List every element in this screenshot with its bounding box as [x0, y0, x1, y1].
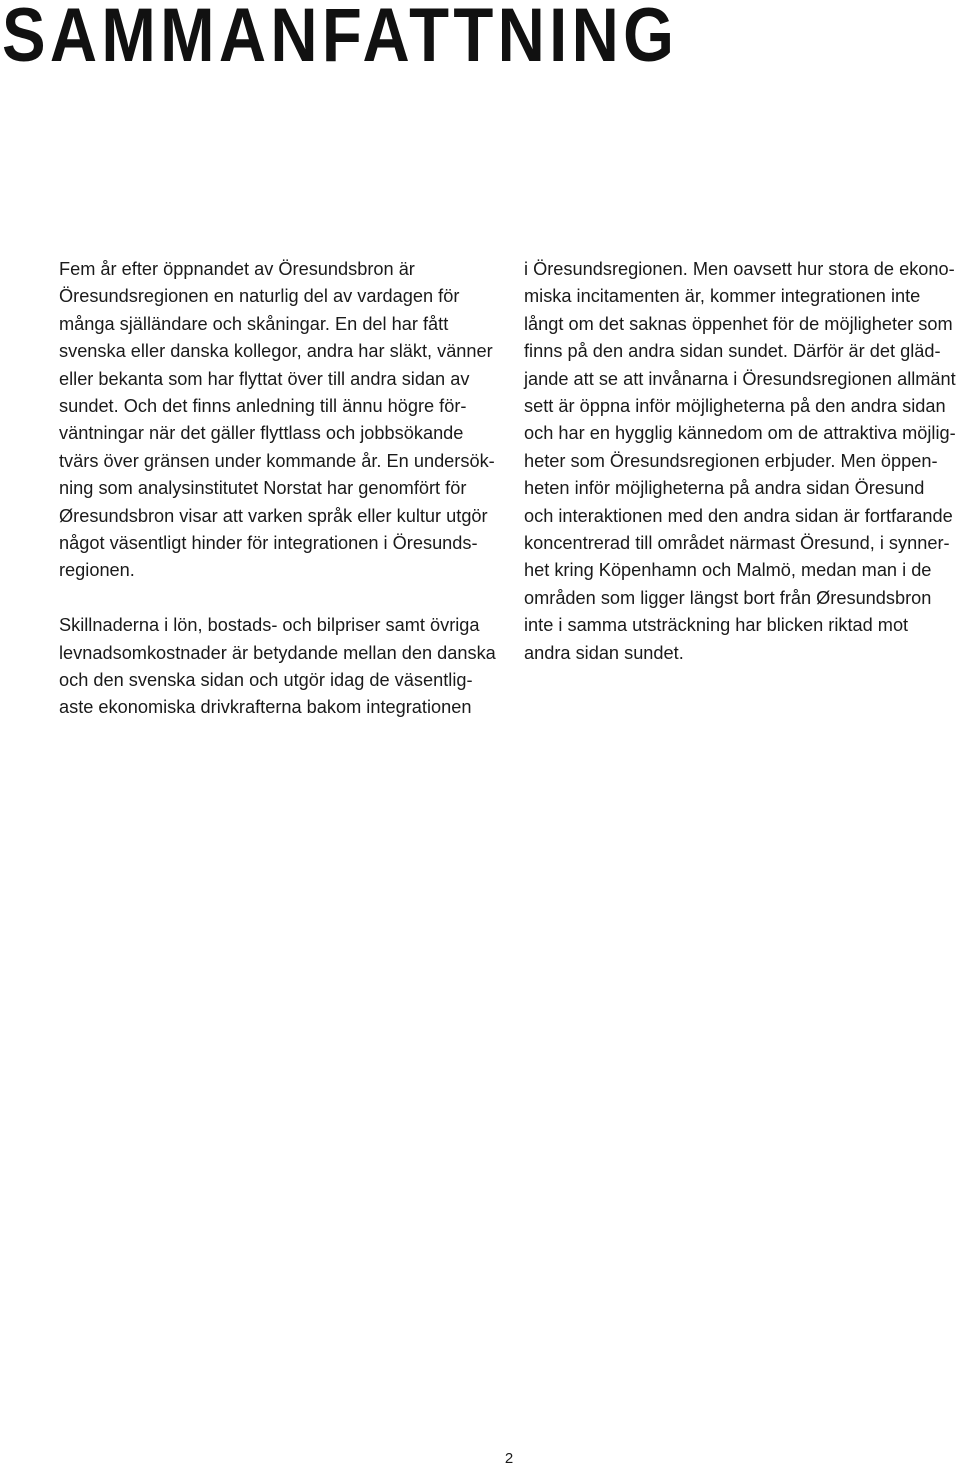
text-line: Øresundsbron visar att varken språk eller kultur utgör	[59, 505, 488, 526]
text-line: heter som Öresundsregionen erbjuder. Men öppen-	[524, 450, 938, 471]
text-column-right	[524, 256, 960, 667]
text-line: ning som analysinstitutet Norstat har genomfört för	[59, 478, 467, 499]
text-line: och den svenska sidan och utgör idag de väsentlig-	[59, 670, 473, 691]
text-line: tvärs över gränsen under kommande år. En undersök-	[59, 450, 495, 471]
paragraph	[59, 256, 499, 585]
paragraph	[59, 612, 499, 722]
text-line: koncentrerad till området närmast Öresund, i synner-	[524, 533, 950, 554]
text-line: finns på den andra sidan sundet. Därför är det gläd-	[524, 341, 941, 362]
text-line: i Öresundsregionen. Men oavsett hur stora de ekono-	[524, 259, 955, 279]
text-line: andra sidan sundet.	[524, 642, 684, 663]
text-line: svenska eller danska kollegor, andra har släkt, vänner	[59, 341, 493, 362]
text-line: heten inför möjligheterna på andra sidan Öresund	[524, 478, 925, 499]
text-line: något väsentligt hinder för integrationen i Öresunds-	[59, 533, 478, 554]
text-line: miska incitamenten är, kommer integrationen inte	[524, 286, 921, 307]
text-line: eller bekanta som har flyttat över till andra sidan av	[59, 368, 470, 389]
text-line: levnadsomkostnader är betydande mellan den danska	[59, 642, 496, 663]
text-line: regionen.	[59, 560, 135, 581]
text-line: och interaktionen med den andra sidan är fortfarande	[524, 505, 953, 526]
text-line: och har en hygglig kännedom om de attraktiva möjlig-	[524, 423, 956, 444]
page-number: 2	[504, 1450, 514, 1467]
text-line: väntningar när det gäller flyttlass och jobbsökande	[59, 423, 464, 444]
text-line: Öresundsregionen en naturlig del av vardagen för	[59, 286, 460, 307]
text-line: inte i samma utsträckning har blicken riktad mot	[524, 615, 909, 636]
text-line: Fem år efter öppnandet av Öresundsbron är	[59, 259, 415, 279]
text-column-left	[59, 256, 499, 722]
text-line: sett är öppna inför möjligheterna på den andra sidan	[524, 396, 946, 417]
text-line: sundet. Och det finns anledning till ännu högre för-	[59, 396, 467, 417]
text-line: Skillnaderna i lön, bostads- och bilpriser samt övriga	[59, 615, 480, 636]
page-title: SAMMANFATTNING	[2, 0, 679, 78]
text-line: jande att se att invånarna i Öresundsregionen allmänt	[524, 368, 956, 389]
paragraph	[524, 256, 960, 667]
text-line: långt om det saknas öppenhet för de möjligheter som	[524, 313, 953, 334]
paragraph-gap	[59, 585, 499, 612]
text-line: områden som ligger längst bort från Øresundsbron	[524, 587, 932, 608]
text-line: aste ekonomiska drivkrafterna bakom integrationen	[59, 697, 472, 718]
text-line: många själländare och skåningar. En del har fått	[59, 313, 449, 334]
text-line: het kring Köpenhamn och Malmö, medan man i de	[524, 560, 932, 581]
